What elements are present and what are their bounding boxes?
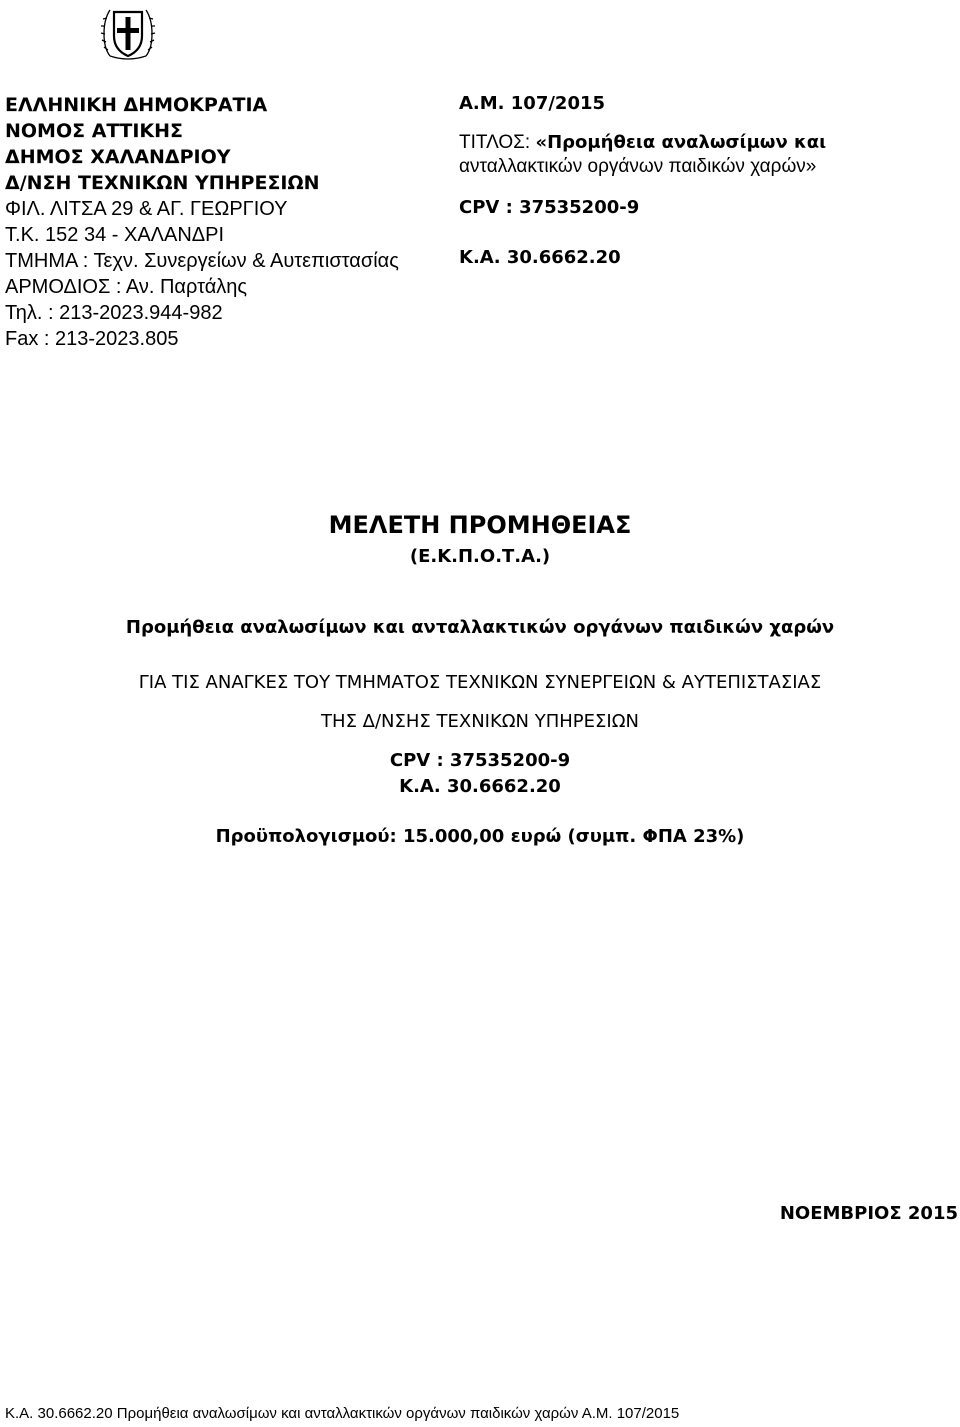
project-title [459, 131, 959, 155]
project-cpv: CPV : 37535200-9 [459, 197, 640, 218]
study-subtitle: (Ε.Κ.Π.Ο.Τ.Α.) [409, 546, 551, 567]
needs-line-2: ΤΗΣ Δ/ΝΣΗΣ ΤΕΧΝΙΚΩΝ ΥΠΗΡΕΣΙΩΝ [321, 711, 639, 732]
project-ka: Κ.Α. 30.6662.20 [459, 247, 621, 268]
issuer-prefecture: ΝΟΜΟΣ ΑΤΤΙΚΗΣ [5, 120, 184, 142]
greek-coat-of-arms-icon [100, 2, 156, 62]
body-cpv: CPV : 37535200-9 [389, 750, 571, 771]
supply-title: Προμήθεια αναλωσίμων και ανταλλακτικών οργάνων παιδικών χαρών [125, 617, 835, 638]
issuer-postcode: Τ.Κ. 152 34 - ΧΑΛΑΝΔΡΙ [5, 224, 225, 246]
project-title-text: «Προμήθεια αναλωσίμων και [535, 132, 827, 153]
issuer-address: ΦΙΛ. ΛΙΤΣΑ 29 & ΑΓ. ΓΕΩΡΓΙΟΥ [5, 198, 288, 220]
project-title-continued: ανταλλακτικών οργάνων παιδικών χαρών» [459, 156, 817, 177]
project-number: Α.Μ. 107/2015 [459, 93, 606, 114]
study-title: ΜΕΛΕΤΗ ΠΡΟΜΗΘΕΙΑΣ [328, 511, 632, 539]
issuer-fax: Fax : 213-2023.805 [5, 328, 179, 350]
issuer-phone: Τηλ. : 213-2023.944-982 [5, 302, 223, 324]
budget: Προϋπολογισμού: 15.000,00 ευρώ (συμπ. ΦΠΑ 23%) [215, 826, 745, 847]
needs-line-1: ΓΙΑ ΤΙΣ ΑΝΑΓΚΕΣ ΤΟΥ ΤΜΗΜΑΤΟΣ ΤΕΧΝΙΚΩΝ ΣΥΝΕΡΓΕΙΩΝ & ΑΥΤΕΠΙΣΤΑΣΙΑΣ [138, 672, 822, 693]
issuer-responsible: ΑΡΜΟΔΙΟΣ : Αν. Παρτάλης [5, 276, 248, 298]
issuer-department: ΤΜΗΜΑ : Τεχν. Συνεργείων & Αυτεπιστασίας [5, 250, 399, 272]
issuer-municipality: ΔΗΜΟΣ ΧΑΛΑΝΔΡΙΟΥ [5, 146, 231, 168]
project-block [459, 91, 959, 271]
body-ka: Κ.Α. 30.6662.20 [399, 776, 561, 797]
project-title-label: ΤΙΤΛΟΣ: [459, 132, 536, 153]
issuer-block [5, 92, 425, 352]
issuer-country: ΕΛΛΗΝΙΚΗ ΔΗΜΟΚΡΑΤΙΑ [5, 94, 268, 116]
document-date: ΝΟΕΜΒΡΙΟΣ 2015 [779, 1203, 958, 1224]
page-footer: Κ.Α. 30.6662.20 Προμήθεια αναλωσίμων και ανταλλακτικών οργάνων παιδικών χαρών Α.Μ. 107/2015 [5, 1405, 680, 1422]
issuer-directorate: Δ/ΝΣΗ ΤΕΧΝΙΚΩΝ ΥΠΗΡΕΣΙΩΝ [5, 172, 320, 194]
